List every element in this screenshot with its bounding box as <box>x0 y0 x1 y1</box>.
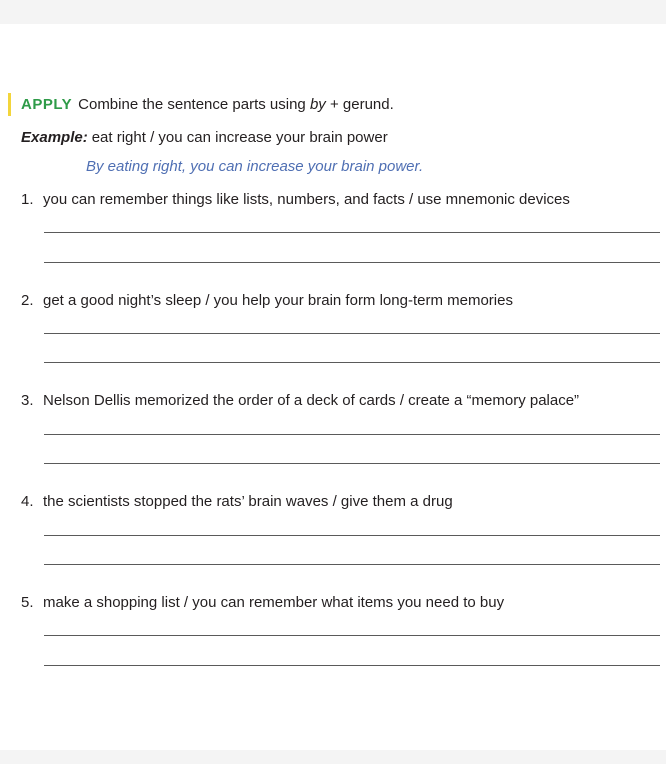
item-text: make a shopping list / you can remember what items you need to buy <box>43 594 505 611</box>
item-2 <box>21 292 513 309</box>
instruction-text-pre: Combine the sentence parts using <box>78 96 310 113</box>
item-number: 2. <box>21 292 34 309</box>
item-1-answer-line-1[interactable] <box>44 232 660 233</box>
instruction-text-em: by <box>309 96 326 113</box>
item-2-answer-line-1[interactable] <box>44 333 660 334</box>
worksheet-page <box>0 24 666 750</box>
exercise-instruction <box>21 96 394 113</box>
example-prompt: eat right / you can increase your brain power <box>91 129 388 146</box>
apply-label: APPLY <box>21 96 73 113</box>
item-text: Nelson Dellis memorized the order of a deck of cards / create a “memory palace” <box>43 392 580 409</box>
item-number: 4. <box>21 493 34 510</box>
instruction-text-post: + gerund. <box>325 96 394 113</box>
example-line <box>21 129 388 146</box>
item-5 <box>21 594 504 611</box>
item-text: get a good night’s sleep / you help your brain form long-term memories <box>43 292 513 309</box>
example-answer: By eating right, you can increase your brain power. <box>86 158 424 175</box>
item-4-answer-line-1[interactable] <box>44 535 660 536</box>
item-1 <box>21 191 570 208</box>
item-5-answer-line-2[interactable] <box>44 665 660 666</box>
item-4-answer-line-2[interactable] <box>44 564 660 565</box>
item-number: 5. <box>21 594 34 611</box>
item-2-answer-line-2[interactable] <box>44 362 660 363</box>
item-text: you can remember things like lists, numbers, and facts / use mnemonic devices <box>43 191 570 208</box>
item-1-answer-line-2[interactable] <box>44 262 660 263</box>
apply-accent-bar <box>8 93 11 116</box>
item-3-answer-line-2[interactable] <box>44 463 660 464</box>
item-text: the scientists stopped the rats’ brain waves / give them a drug <box>43 493 453 510</box>
item-4 <box>21 493 453 510</box>
item-3 <box>21 392 579 409</box>
item-5-answer-line-1[interactable] <box>44 635 660 636</box>
item-3-answer-line-1[interactable] <box>44 434 660 435</box>
item-number: 3. <box>21 392 34 409</box>
item-number: 1. <box>21 191 34 208</box>
example-label: Example: <box>21 129 88 146</box>
